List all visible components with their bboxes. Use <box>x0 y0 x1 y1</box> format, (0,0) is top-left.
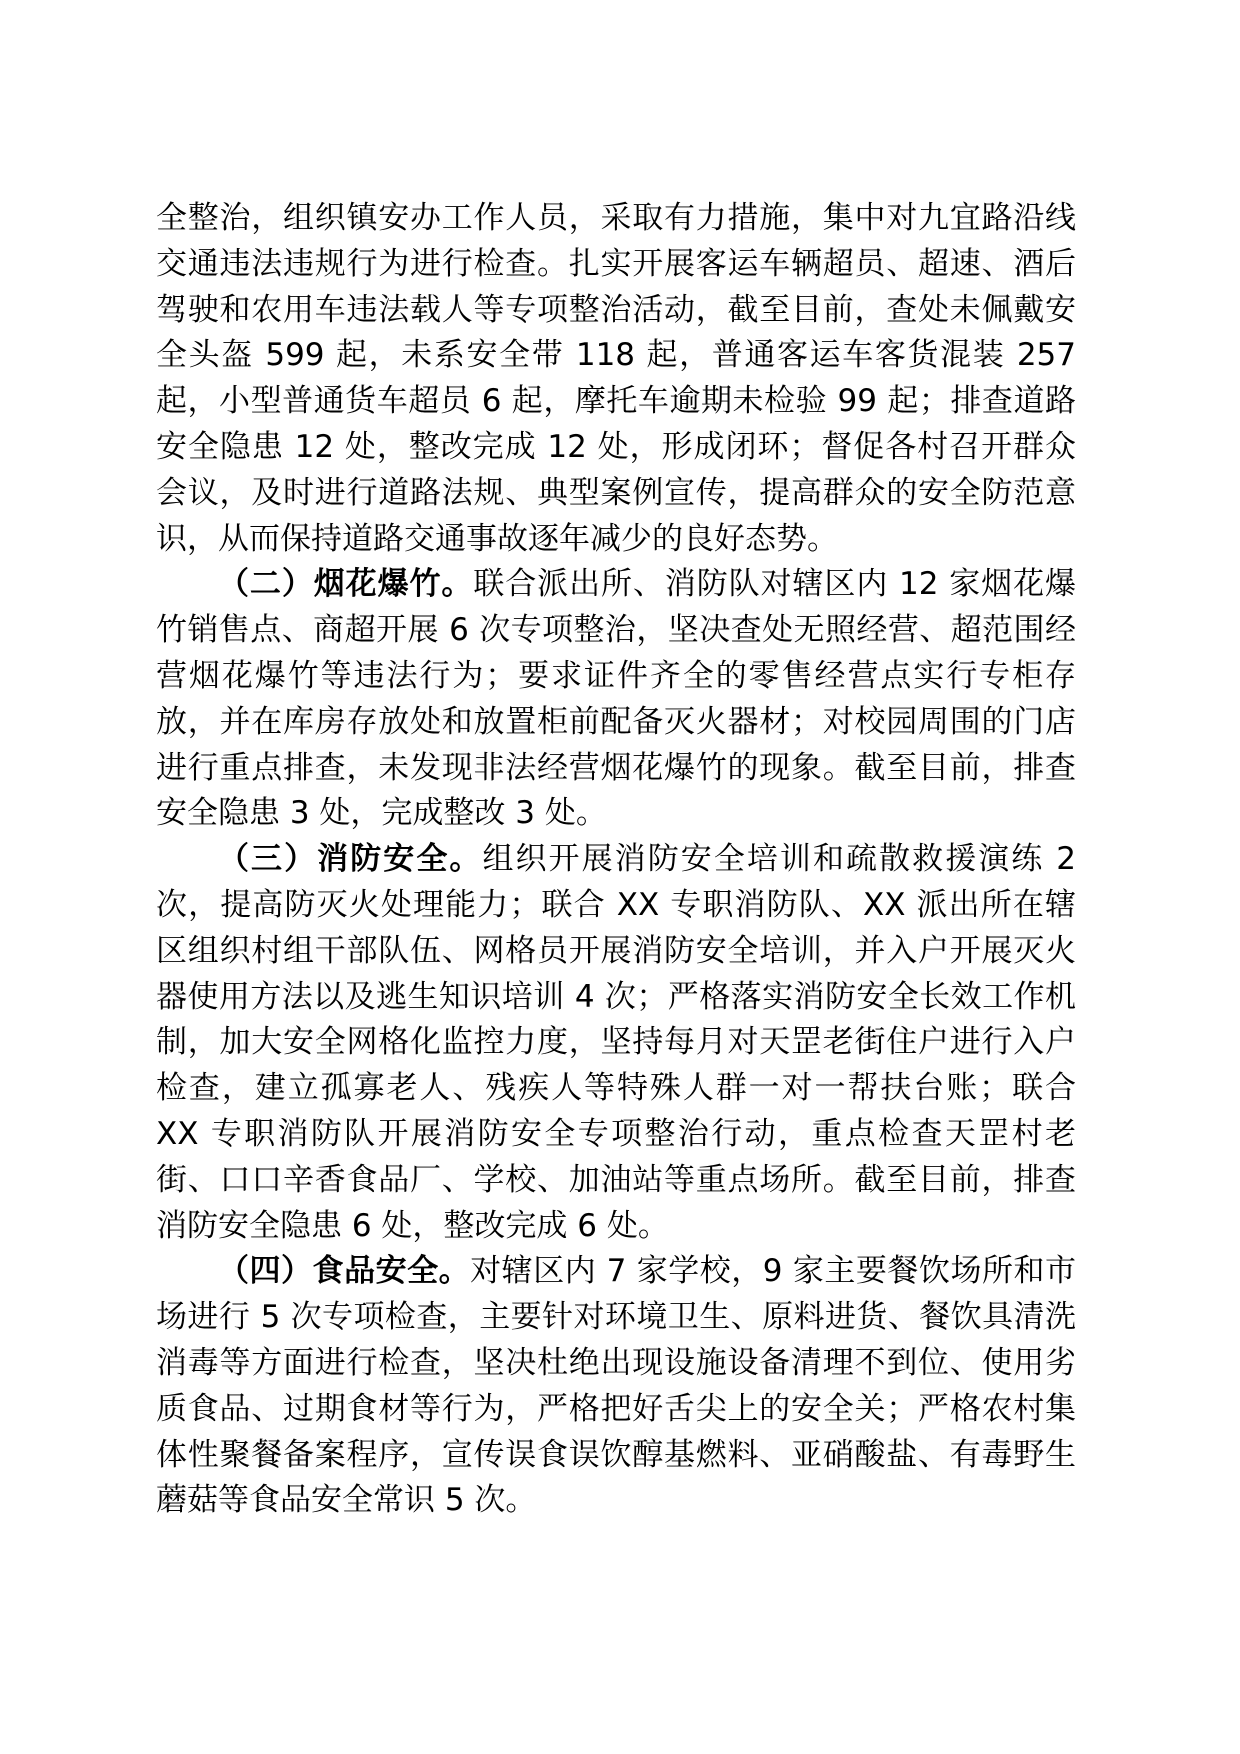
paragraph-heading: （二）烟花爆竹。 <box>218 566 474 603</box>
paragraph-text: 对辖区内 7 家学校，9 家主要餐饮场所和市场进行 5 次专项检查，主要针对环境卫生、原料进货、餐饮具清洗消毒等方面进行检查，坚决杜绝出现设施设备清理不到位、使用劣质食品、过期食材等行为，严格把好舌尖上的安全关；严格农村集体性聚餐备案程序，宣传误食误饮醇基燃料、亚硝酸盐、有毒野生蘑菇等食品安全常识 5 次。 <box>156 1253 1077 1519</box>
paragraph-fire-safety <box>156 837 1076 1249</box>
paragraph-fireworks <box>156 562 1076 837</box>
paragraph-text: 联合派出所、消防队对辖区内 12 家烟花爆竹销售点、商超开展 6 次专项整治，坚决查处无照经营、超范围经营烟花爆竹等违法行为；要求证件齐全的零售经营点实行专柜存放，并在库房存放处和放置柜前配备灭火器材；对校园周围的门店进行重点排查，未发现非法经营烟花爆竹的现象。截至目前，排查安全隐患 3 处，完成整改 3 处。 <box>156 566 1077 832</box>
document-page <box>156 196 1076 1524</box>
paragraph-text: 全整治，组织镇安办工作人员，采取有力措施，集中对九宜路沿线交通违法违规行为进行检查。扎实开展客运车辆超员、超速、酒后驾驶和农用车违法载人等专项整治活动，截至目前，查处未佩戴安全头盔 599 起，未系安全带 118 起，普通客运车客货混装 257 起，小型普通货车超员 6 起，摩托车逾期未检验 99 起；排查道路安全隐患 12 处，整改完成 12 处，形成闭环；督促各村召开群众会议，及时进行道路法规、典型案例宣传，提高群众的安全防范意识，从而保持道路交通事故逐年减少的良好态势。 <box>156 200 1076 557</box>
paragraph-traffic-safety <box>156 196 1076 562</box>
paragraph-heading: （三）消防安全。 <box>218 841 483 878</box>
paragraph-food-safety <box>156 1249 1076 1524</box>
paragraph-heading: （四）食品安全。 <box>218 1253 471 1290</box>
paragraph-text: 组织开展消防安全培训和疏散救援演练 2 次，提高防灭火处理能力；联合 XX 专职消防队、XX 派出所在辖区组织村组干部队伍、网格员开展消防安全培训，并入户开展灭火器使用方法以及逃生知识培训 4 次；严格落实消防安全长效工作机制，加大安全网格化监控力度，坚持每月对天罡老街住户进行入户检查，建立孤寡老人、残疾人等特殊人群一对一帮扶台账；联合 XX 专职消防队开展消防安全专项整治行动，重点检查天罡村老街、口口辛香食品厂、学校、加油站等重点场所。截至目前，排查消防安全隐患 6 处，整改完成 6 处。 <box>156 841 1076 1244</box>
